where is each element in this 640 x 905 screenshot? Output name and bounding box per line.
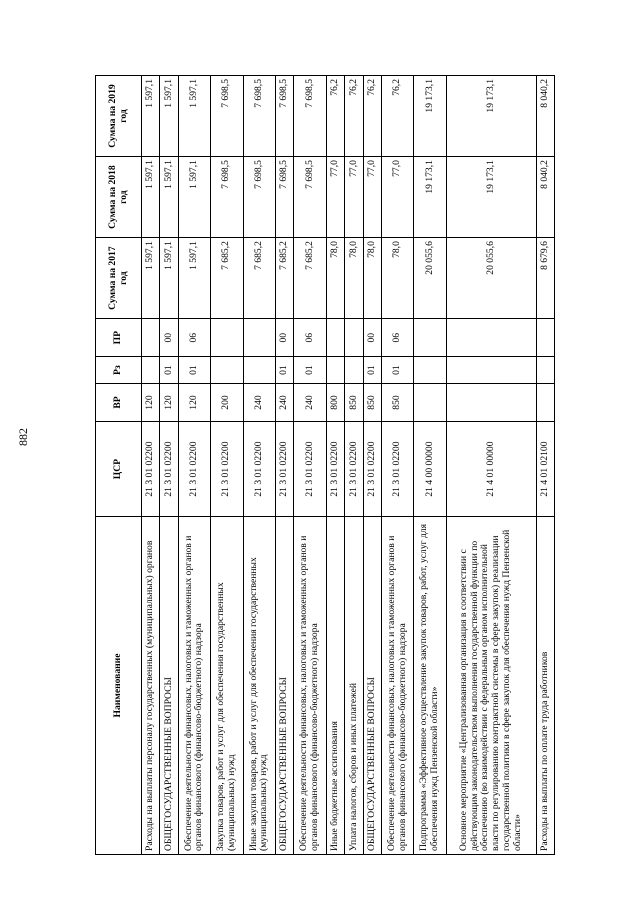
cell-pr — [536, 319, 554, 357]
cell-2019: 19 173,1 — [414, 76, 447, 157]
table-body — [142, 76, 555, 855]
table-row — [142, 76, 160, 855]
header-2018: Сумма на 2018 год — [96, 157, 142, 238]
cell-2017: 78,0 — [381, 238, 414, 319]
cell-name: Иные закупки товаров, работ и услуг для обеспечения государственных (муниципальных) нужд — [243, 517, 276, 855]
cell-vr: 120 — [178, 383, 211, 421]
cell-2019: 19 173,1 — [446, 76, 536, 157]
cell-2018: 7 698,5 — [211, 157, 244, 238]
cell-vr: 850 — [345, 383, 363, 421]
cell-name: Расходы на выплаты персоналу государственных (муниципальных) органов — [142, 517, 160, 855]
cell-rz — [326, 357, 344, 384]
cell-vr: 850 — [363, 383, 381, 421]
cell-rz: 01 — [160, 357, 178, 384]
cell-pr: 06 — [178, 319, 211, 357]
cell-name: Подпрограмма «Эффективное осуществление закупок товаров, работ, услуг для обеспечения нужд Пензенской области» — [414, 517, 447, 855]
cell-pr — [326, 319, 344, 357]
cell-vr — [446, 383, 536, 421]
cell-rz: 01 — [178, 357, 211, 384]
cell-csr: 21 3 01 02200 — [142, 422, 160, 517]
cell-name: Обеспечение деятельности финансовых, налоговых и таможенных органов и органов финансового (финансово-бюджетного) надзора — [178, 517, 211, 855]
table-row — [160, 76, 178, 855]
cell-pr: 00 — [276, 319, 294, 357]
budget-table-container — [95, 75, 555, 855]
cell-2019: 8 040,2 — [536, 76, 554, 157]
cell-csr: 21 3 01 02200 — [363, 422, 381, 517]
cell-2019: 76,2 — [363, 76, 381, 157]
cell-2019: 1 597,1 — [178, 76, 211, 157]
cell-rz: 01 — [276, 357, 294, 384]
cell-2019: 76,2 — [345, 76, 363, 157]
header-2017: Сумма на 2017 год — [96, 238, 142, 319]
cell-csr: 21 3 01 02200 — [381, 422, 414, 517]
cell-rz — [243, 357, 276, 384]
cell-pr — [414, 319, 447, 357]
table-row — [178, 76, 211, 855]
cell-csr: 21 4 01 02100 — [536, 422, 554, 517]
cell-pr: 00 — [363, 319, 381, 357]
cell-2017: 7 685,2 — [211, 238, 244, 319]
header-pr: ПР — [96, 319, 142, 357]
cell-csr: 21 3 01 02200 — [211, 422, 244, 517]
header-name: Наименование — [96, 517, 142, 855]
cell-2019: 76,2 — [381, 76, 414, 157]
page-number: 882 — [16, 428, 30, 446]
cell-csr: 21 3 01 02200 — [243, 422, 276, 517]
cell-pr — [211, 319, 244, 357]
table-row — [536, 76, 554, 855]
cell-2019: 7 698,5 — [243, 76, 276, 157]
cell-csr: 21 4 00 00000 — [414, 422, 447, 517]
cell-pr — [446, 319, 536, 357]
cell-2019: 7 698,5 — [294, 76, 327, 157]
cell-name: ОБЩЕГОСУДАРСТВЕННЫЕ ВОПРОСЫ — [160, 517, 178, 855]
cell-2018: 7 698,5 — [276, 157, 294, 238]
cell-2017: 1 597,1 — [142, 238, 160, 319]
cell-name: Уплата налогов, сборов и иных платежей — [345, 517, 363, 855]
table-row — [276, 76, 294, 855]
header-rz: Рз — [96, 357, 142, 384]
cell-csr: 21 4 01 00000 — [446, 422, 536, 517]
cell-2018: 77,0 — [345, 157, 363, 238]
cell-2018: 1 597,1 — [160, 157, 178, 238]
cell-vr: 120 — [160, 383, 178, 421]
cell-2019: 1 597,1 — [160, 76, 178, 157]
table-row — [414, 76, 447, 855]
header-csr: ЦСР — [96, 422, 142, 517]
cell-2019: 7 698,5 — [276, 76, 294, 157]
cell-2017: 1 597,1 — [178, 238, 211, 319]
cell-vr: 200 — [211, 383, 244, 421]
cell-pr — [345, 319, 363, 357]
header-2019: Сумма на 2019 год — [96, 76, 142, 157]
cell-2017: 78,0 — [363, 238, 381, 319]
cell-pr: 06 — [381, 319, 414, 357]
cell-rz: 01 — [381, 357, 414, 384]
cell-name: Закупка товаров, работ и услуг для обеспечения государственных (муниципальных) нужд — [211, 517, 244, 855]
cell-2018: 1 597,1 — [178, 157, 211, 238]
cell-vr: 850 — [381, 383, 414, 421]
cell-csr: 21 3 01 02200 — [160, 422, 178, 517]
cell-2017: 1 597,1 — [160, 238, 178, 319]
table-row — [381, 76, 414, 855]
cell-2018: 8 040,2 — [536, 157, 554, 238]
cell-vr: 800 — [326, 383, 344, 421]
cell-vr: 240 — [294, 383, 327, 421]
cell-name: Обеспечение деятельности финансовых, налоговых и таможенных органов и органов финансового (финансово-бюджетного) надзора — [294, 517, 327, 855]
cell-2017: 8 679,6 — [536, 238, 554, 319]
table-row — [446, 76, 536, 855]
cell-vr: 240 — [243, 383, 276, 421]
cell-2018: 19 173,1 — [446, 157, 536, 238]
header-vr: ВР — [96, 383, 142, 421]
cell-pr — [243, 319, 276, 357]
cell-vr: 120 — [142, 383, 160, 421]
cell-pr: 06 — [294, 319, 327, 357]
cell-2018: 1 597,1 — [142, 157, 160, 238]
cell-pr: 00 — [160, 319, 178, 357]
table-row — [326, 76, 344, 855]
cell-name: ОБЩЕГОСУДАРСТВЕННЫЕ ВОПРОСЫ — [363, 517, 381, 855]
cell-2017: 78,0 — [326, 238, 344, 319]
cell-name: Основное мероприятие «Централизованная организация в соответствии с действующим законодательством выполнения государственной функции по обеспечению (во взаимодействии с федеральным органом исполнительной власти по регулированию контрактной системы в сфере закупок) реализации государственной политики в сфере закупок для обеспечения нужд Пензенской области» — [446, 517, 536, 855]
cell-2018: 77,0 — [363, 157, 381, 238]
cell-2017: 7 685,2 — [276, 238, 294, 319]
cell-vr — [414, 383, 447, 421]
cell-rz: 01 — [363, 357, 381, 384]
cell-2019: 7 698,5 — [211, 76, 244, 157]
cell-name: Расходы на выплаты по оплате труда работников — [536, 517, 554, 855]
table-header-row — [96, 76, 142, 855]
table-row — [363, 76, 381, 855]
cell-vr — [536, 383, 554, 421]
table-row — [294, 76, 327, 855]
table-row — [211, 76, 244, 855]
cell-rz — [142, 357, 160, 384]
cell-csr: 21 3 01 02200 — [276, 422, 294, 517]
cell-rz: 01 — [294, 357, 327, 384]
cell-2017: 20 055,6 — [414, 238, 447, 319]
cell-vr: 240 — [276, 383, 294, 421]
cell-rz — [414, 357, 447, 384]
cell-csr: 21 3 01 02200 — [294, 422, 327, 517]
cell-2018: 19 173,1 — [414, 157, 447, 238]
budget-table — [95, 75, 555, 855]
table-row — [243, 76, 276, 855]
cell-rz — [345, 357, 363, 384]
cell-2018: 77,0 — [326, 157, 344, 238]
cell-rz — [536, 357, 554, 384]
cell-pr — [142, 319, 160, 357]
cell-2018: 7 698,5 — [243, 157, 276, 238]
cell-csr: 21 3 01 02200 — [178, 422, 211, 517]
table-row — [345, 76, 363, 855]
cell-name: ОБЩЕГОСУДАРСТВЕННЫЕ ВОПРОСЫ — [276, 517, 294, 855]
cell-2018: 7 698,5 — [294, 157, 327, 238]
cell-rz — [211, 357, 244, 384]
cell-name: Обеспечение деятельности финансовых, налоговых и таможенных органов и органов финансового (финансово-бюджетного) надзора — [381, 517, 414, 855]
cell-2019: 1 597,1 — [142, 76, 160, 157]
cell-2017: 20 055,6 — [446, 238, 536, 319]
cell-csr: 21 3 01 02200 — [326, 422, 344, 517]
cell-2017: 7 685,2 — [243, 238, 276, 319]
cell-2017: 7 685,2 — [294, 238, 327, 319]
cell-csr: 21 3 01 02200 — [345, 422, 363, 517]
cell-rz — [446, 357, 536, 384]
cell-2018: 77,0 — [381, 157, 414, 238]
cell-2019: 76,2 — [326, 76, 344, 157]
cell-name: Иные бюджетные ассигнования — [326, 517, 344, 855]
cell-2017: 78,0 — [345, 238, 363, 319]
